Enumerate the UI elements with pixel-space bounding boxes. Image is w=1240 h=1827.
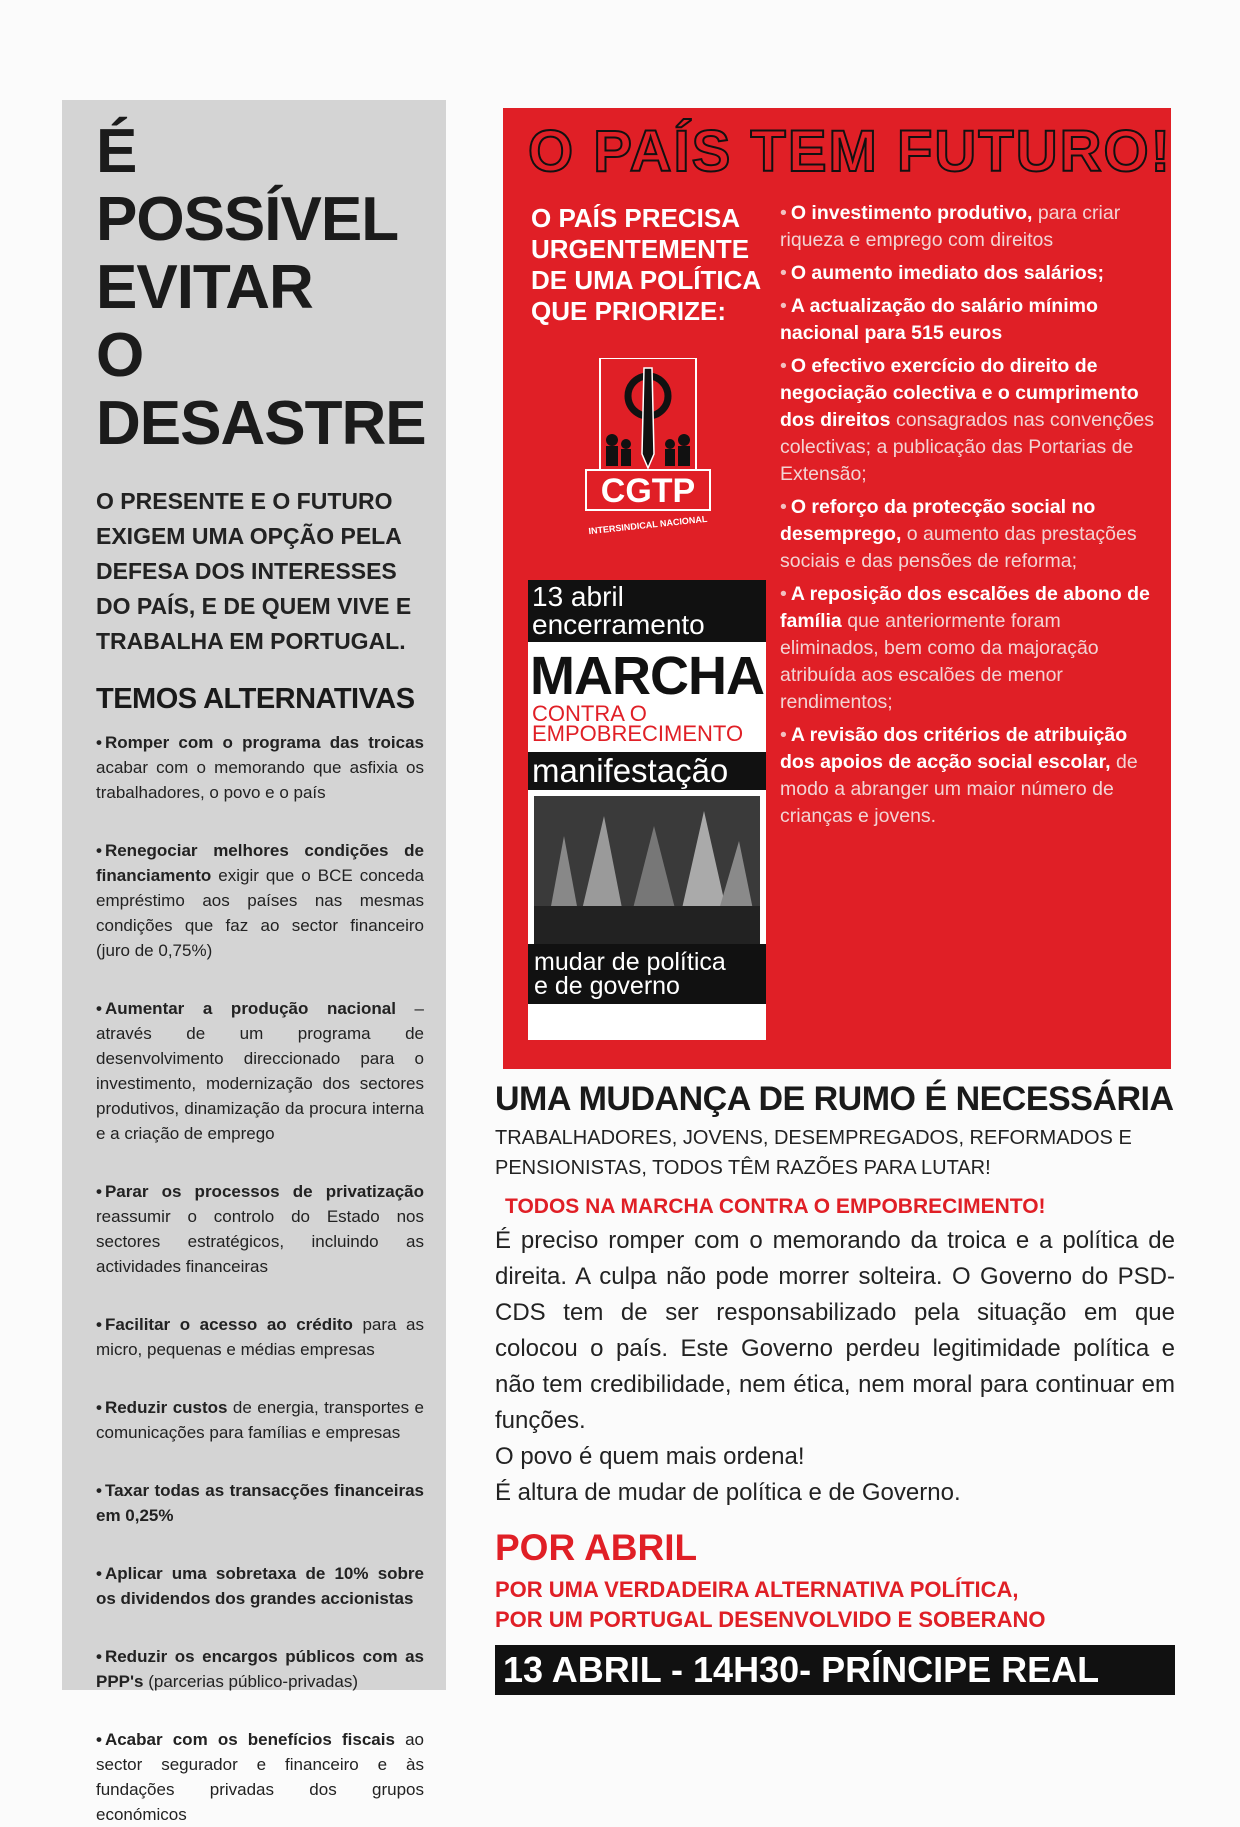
march-contra [532,701,766,746]
bullet-icon: • [96,733,102,752]
alternative-text: exigir que o BCE conceda empréstimo aos países nas mesmas condições que faz ao sector financeiro (juro de 0,75%) [96,866,424,960]
priority-text: que anteriormente foram eliminados, bem como da majoração atribuída aos escalões de menor rendimentos; [780,610,1099,713]
march-manifestacao: manifestação [528,752,766,790]
priority-bold: O aumento imediato dos salários; [790,262,1104,284]
bullet-icon: • [96,1315,102,1334]
bullet-icon: • [780,295,787,317]
bullet-icon: • [96,841,102,860]
alternative-item [96,1644,424,1694]
body-text [495,1223,1175,1511]
bullet-icon: • [780,202,787,224]
priority-item [780,293,1160,347]
priority-text: o aumento das prestações sociais e das pensões de reforma; [780,523,1137,572]
red-panel [503,108,1171,1069]
march-closing-text: encerramento [532,609,705,640]
left-lead: O PRESENTE E O FUTURO EXIGEM UMA OPÇÃO PELA DEFESA DOS INTERESSES DO PAÍS, E DE QUEM VIVE E TRABALHA EM PORTUGAL. [96,488,412,654]
priorities-list [780,200,1160,836]
alternative-bold: Aumentar a produção nacional [104,999,396,1018]
priority-bold: A revisão dos critérios de atribuição dos apoios de acção social escolar, [780,724,1128,773]
priority-bold: O reforço da protecção social no desemprego, [780,496,1096,545]
priority-item [780,581,1160,716]
march-date [528,580,766,642]
alternative-text: (parcerias público-privadas) [143,1672,358,1691]
priority-text: consagrados nas convenções colectivas; a publicação das Portarias de Extensão; [780,409,1154,485]
title-line: É POSSÍVEL [96,117,399,254]
bottom-section [495,1080,1175,1695]
alternative-text: reassumir o controlo do Estado nos sectores estratégicos, incluindo as actividades financeiras [96,1207,424,1276]
alternative-item [96,1561,424,1611]
body-paragraph: É preciso romper com o memorando da troica e a política de direita. A culpa não pode morrer solteira. O Governo do PSD-CDS tem de ser responsabilizado pela situação em que colocou o país. Este Governo perdeu legitimidade política e não tem credibilidade, nem ética, nem moral para continuar em funções. [495,1227,1175,1434]
priority-item [780,353,1160,488]
bullet-icon: • [780,262,787,284]
alternative-bold: Romper com o programa das troicas [104,733,424,752]
alternative-item [96,730,424,805]
alternative-bold: Facilitar o acesso ao crédito [104,1315,353,1334]
alternative-bold: Taxar todas as transacções financeiras em 0,25% [96,1481,424,1525]
priority-bold: A reposição dos escalões de abono de família [780,583,1150,632]
workers-text: TRABALHADORES, JOVENS, DESEMPREGADOS, REFORMADOS E PENSIONISTAS, TODOS TÊM RAZÕES PARA LUTAR! [495,1127,1132,1179]
alternative-text: para as micro, pequenas e médias empresas [96,1315,424,1359]
cgtp-logo [578,358,718,538]
bullet-icon: • [96,1564,102,1583]
alternatives-list [96,730,424,1827]
body-paragraph: É altura de mudar de política e de Governo. [495,1479,961,1506]
bottom-heading: UMA MUDANÇA DE RUMO É NECESSÁRIA [495,1080,1174,1118]
crowd-photo [534,796,760,944]
body-paragraph: O povo é quem mais ordena! [495,1443,805,1470]
title-line: EVITAR [96,253,313,322]
bullet-icon: • [96,1398,102,1417]
priority-bold: O investimento produtivo, [790,202,1033,224]
slogan-line: POR UMA VERDADEIRA ALTERNATIVA POLÍTICA, [495,1577,1019,1602]
alternative-bold: Reduzir os encargos públicos com as PPP's [96,1647,424,1691]
alternative-bold: Acabar com os benefícios fiscais [104,1730,395,1749]
alternative-bold: Parar os processos de privatização [104,1182,424,1201]
cgtp-logo-sub: INTERSINDICAL NACIONAL [588,513,708,537]
por-abril: POR ABRIL [495,1527,698,1568]
bullet-icon: • [780,355,787,377]
priority-bold: A actualização do salário mínimo nacional para 515 euros [780,295,1098,344]
priority-item [780,494,1160,575]
slogan [495,1575,1175,1635]
left-column [62,100,446,1824]
cgtp-logo-text: CGTP [600,472,696,510]
alternative-text: de energia, transportes e comunicações para famílias e empresas [96,1398,424,1442]
alternative-item [96,1727,424,1827]
march-mudar [528,944,766,1004]
alternative-item [96,1478,424,1528]
bullet-icon: • [96,1730,102,1749]
alternative-item [96,1312,424,1362]
alternative-item [96,1395,424,1445]
march-date-text: 13 abril [532,581,624,612]
alternative-bold: Aplicar uma sobretaxa de 10% sobre os dividendos dos grandes accionistas [96,1564,424,1608]
bullet-icon: • [96,1647,102,1666]
todos-text: TODOS NA MARCHA CONTRA O EMPOBRECIMENTO! [505,1195,1046,1218]
bullet-icon: • [96,1182,102,1201]
bullet-icon: • [96,1481,102,1500]
bullet-icon: • [780,724,787,746]
march-poster [528,580,766,1040]
red-headline: O PAÍS TEM FUTURO! [528,119,1172,184]
bullet-icon: • [96,999,102,1018]
alternative-bold: Renegociar melhores condições de financiamento [96,841,424,885]
alternatives-heading: TEMOS ALTERNATIVAS [96,683,415,715]
march-photo [534,796,760,944]
priority-item [780,200,1160,254]
march-contra-line: CONTRA O [532,701,647,726]
alternative-text: ao sector segurador e financeiro e às fundações privadas dos grupos económicos [96,1730,424,1824]
red-need: O PAÍS PRECISA URGENTEMENTE DE UMA POLÍTICA QUE PRIORIZE: [531,203,761,326]
alternative-text: – através de um programa de desenvolvimento direccionado para o investimento, modernização dos sectores produtivos, dinamização da procura interna e a criação de emprego [96,999,424,1143]
march-title: MARCHA [530,646,764,706]
bullet-icon: • [780,496,787,518]
slogan-line: POR UM PORTUGAL DESENVOLVIDO E SOBERANO [495,1607,1046,1632]
bullet-icon: • [780,583,787,605]
title-line: O DESASTRE [96,321,426,458]
alternative-text: acabar com o memorando que asfixia os trabalhadores, o povo e o país [96,758,424,802]
alternative-item [96,996,424,1146]
march-mudar-line: e de governo [534,972,680,1000]
priority-item [780,722,1160,830]
march-mudar-line: mudar de política [534,948,726,976]
event-date-banner: 13 ABRIL - 14H30- PRÍNCIPE REAL [495,1645,1175,1695]
march-contra-line: EMPOBRECIMENTO [532,721,744,746]
priority-text: para criar riqueza e emprego com direitos [780,202,1121,251]
priority-bold: O efectivo exercício do direito de negociação colectiva e o cumprimento dos direitos [780,355,1139,431]
alternative-item [96,838,424,963]
left-title [96,118,424,458]
priority-text: de modo a abranger um maior número de crianças e jovens. [780,751,1138,827]
alternative-bold: Reduzir custos [104,1398,228,1417]
alternative-item [96,1179,424,1279]
priority-item [780,260,1160,287]
